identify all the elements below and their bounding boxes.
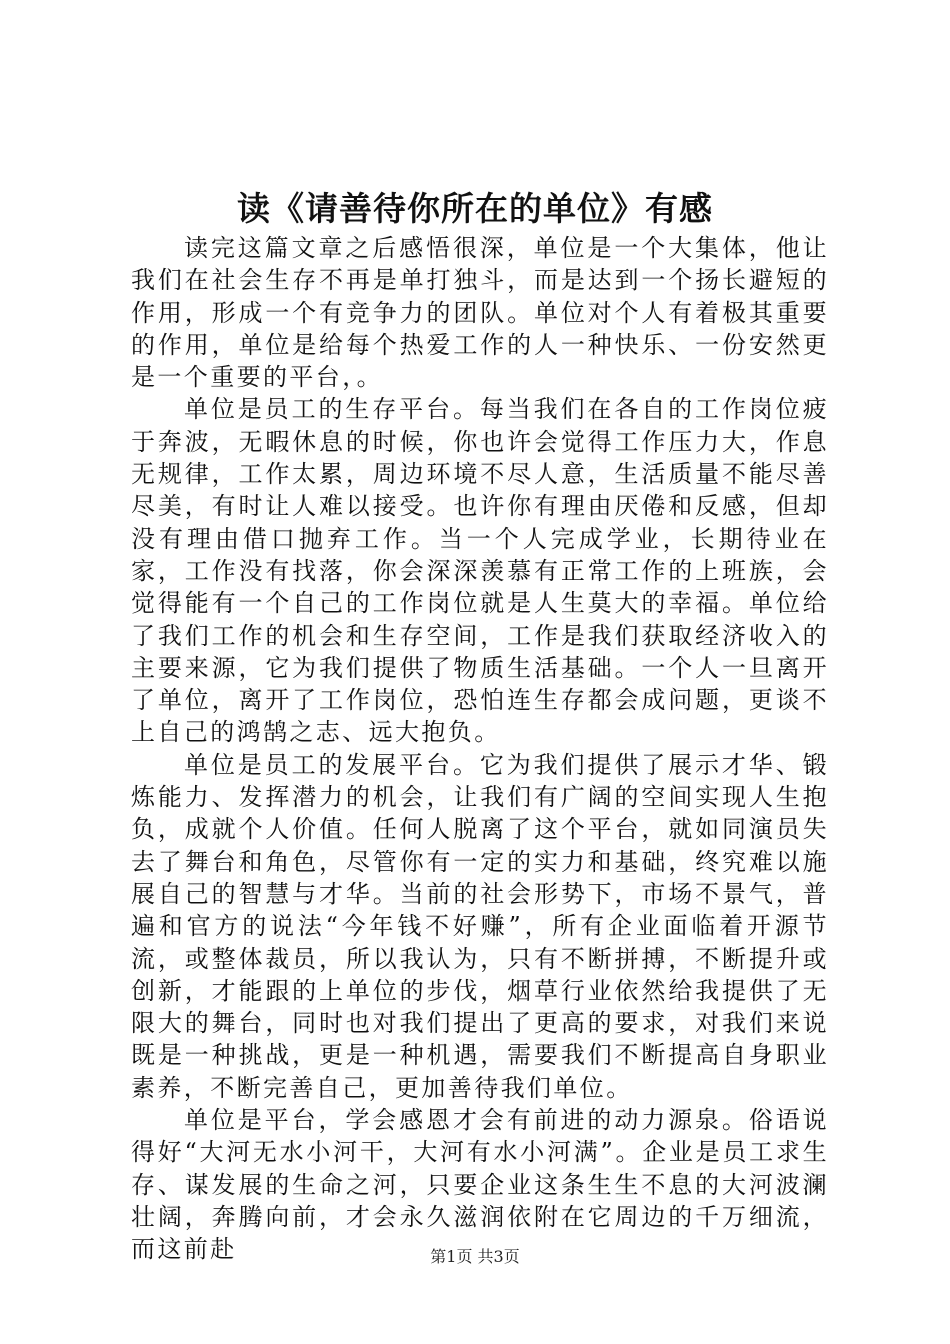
paragraph-3: 单位是员工的发展平台。它为我们提供了展示才华、锻炼能力、发挥潜力的机会，让我们有广阔的空间实现人生抱负，成就个人价值。任何人脱离了这个平台，就如同演员失去了舞台和角色，尽管你有一定的实力和基础，终究难以施展自己的智慧与才华。当前的社会形势下，市场不景气，普遍和官方的说法“今年钱不好赚”，所有企业面临着开源节流，或整体裁员，所以我认为，只有不断拼搏，不断提升或创新，才能跟的上单位的步伐，烟草行业依然给我提供了无限大的舞台，同时也对我们提出了更高的要求，对我们来说既是一种挑战，更是一种机遇，需要我们不断提高自身职业素养，不断完善自己，更加善待我们单位。 xyxy=(131,750,829,1102)
paragraph-4: 单位是平台，学会感恩才会有前进的动力源泉。俗语说得好“大河无水小河干，大河有水小河满”。企业是员工求生存、谋发展的生命之河，只要企业这条生生不息的大河波澜壮阔，奔腾向前，才会永久滋润依附在它周边的千万细流，而这前赴 xyxy=(131,1106,829,1264)
paragraph-2: 单位是员工的生存平台。每当我们在各自的工作岗位疲于奔波，无暇休息的时候，你也许会觉得工作压力大，作息无规律，工作太累，周边环境不尽人意，生活质量不能尽善尽美，有时让人难以接受。也许你有理由厌倦和反感，但却没有理由借口抛弃工作。当一个人完成学业，长期待业在家，工作没有找落，你会深深羡慕有正常工作的上班族，会觉得能有一个自己的工作岗位就是人生莫大的幸福。单位给了我们工作的机会和生存空间，工作是我们获取经济收入的主要来源，它为我们提供了物质生活基础。一个人一旦离开了单位，离开了工作岗位，恐怕连生存都会成问题，更谈不上自己的鸿鹄之志、远大抱负。 xyxy=(131,395,829,747)
page-number: 第1页 共3页 xyxy=(430,1247,520,1266)
document-title: 读《请善待你所在的单位》有感 xyxy=(237,189,713,228)
paragraph-1: 读完这篇文章之后感悟很深，单位是一个大集体，他让我们在社会生存不再是单打独斗，而是达到一个扬长避短的作用，形成一个有竞争力的团队。单位对个人有着极其重要的作用，单位是给每个热爱工作的人一种快乐、一份安然更是一个重要的平台，。 xyxy=(131,234,829,392)
document-body xyxy=(131,232,829,1266)
